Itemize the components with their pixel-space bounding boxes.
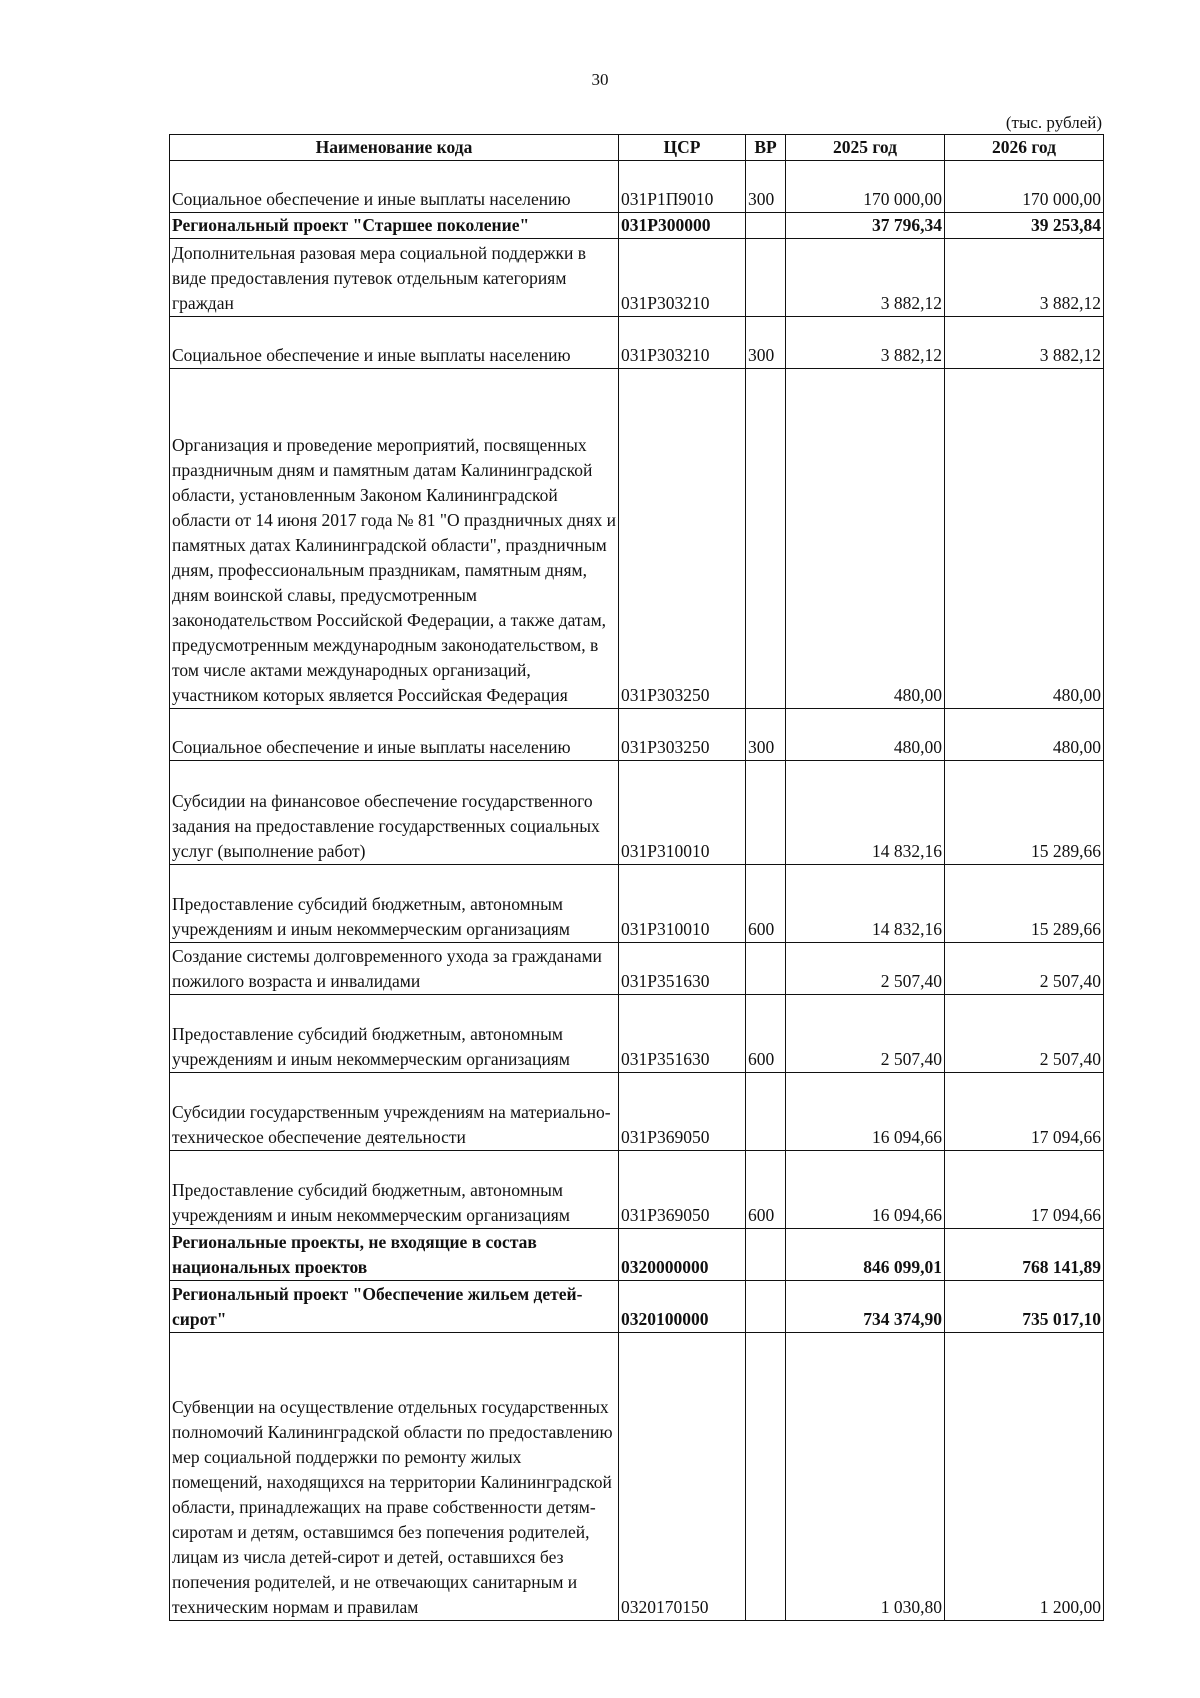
row-csr-cell: 031Р303210 [619,317,746,369]
row-csr-cell: 031Р303210 [619,239,746,317]
row-2026-cell: 15 289,66 [945,865,1104,943]
row-2026-cell: 170 000,00 [945,161,1104,213]
row-csr-cell: 031Р351630 [619,943,746,995]
row-vr-cell: 600 [746,1151,786,1229]
row-2026-cell: 768 141,89 [945,1229,1104,1281]
row-2025-cell: 14 832,16 [786,865,945,943]
units-label: (тыс. рублей) [1005,113,1102,132]
row-vr-cell [746,1073,786,1151]
row-csr-cell: 031Р303250 [619,369,746,709]
row-2026-cell: 3 882,12 [945,239,1104,317]
row-2026-cell: 735 017,10 [945,1281,1104,1333]
row-vr-cell: 300 [746,161,786,213]
row-2025-cell: 16 094,66 [786,1073,945,1151]
budget-table [169,134,1104,1621]
table-row [170,1333,1104,1621]
row-csr-cell: 0320100000 [619,1281,746,1333]
row-csr-cell: 0320000000 [619,1229,746,1281]
row-vr-cell [746,761,786,865]
table-header-row [170,135,1104,161]
table-row [170,317,1104,369]
row-2026-cell: 3 882,12 [945,317,1104,369]
row-name-cell: Социальное обеспечение и иные выплаты населению [170,161,619,213]
row-vr-cell [746,1333,786,1621]
table-row [170,213,1104,239]
table-row [170,1073,1104,1151]
row-2025-cell: 170 000,00 [786,161,945,213]
table-row [170,943,1104,995]
table-row [170,709,1104,761]
row-2026-cell: 15 289,66 [945,761,1104,865]
row-2025-cell: 2 507,40 [786,995,945,1073]
row-2025-cell: 14 832,16 [786,761,945,865]
row-csr-cell: 031Р310010 [619,865,746,943]
header-name: Наименование кода [170,135,619,161]
row-2026-cell: 480,00 [945,369,1104,709]
row-vr-cell [746,369,786,709]
row-csr-cell: 031Р369050 [619,1151,746,1229]
table-row [170,865,1104,943]
table-row [170,1151,1104,1229]
table-row [170,761,1104,865]
row-2026-cell: 1 200,00 [945,1333,1104,1621]
row-2025-cell: 3 882,12 [786,239,945,317]
row-csr-cell: 031Р300000 [619,213,746,239]
row-name-cell: Дополнительная разовая мера социальной поддержки в виде предоставления путевок отдельным категориям граждан [170,239,619,317]
row-2026-cell: 17 094,66 [945,1151,1104,1229]
table-row [170,161,1104,213]
row-name-cell: Создание системы долговременного ухода за гражданами пожилого возраста и инвалидами [170,943,619,995]
row-vr-cell: 600 [746,865,786,943]
row-name-cell: Субсидии на финансовое обеспечение государственного задания на предоставление государственных социальных услуг (выполнение работ) [170,761,619,865]
row-name-cell: Субвенции на осуществление отдельных государственных полномочий Калининградской области по предоставлению мер социальной поддержки по ремонту жилых помещений, находящихся на территории Калининградской области, принадлежащих на праве собственности детям-сиротам и детям, оставшимся без попечения родителей, лицам из числа детей-сирот и детей, оставшихся без попечения родителей, и не отвечающих санитарным и техническим нормам и правилам [170,1333,619,1621]
row-name-cell: Социальное обеспечение и иные выплаты населению [170,317,619,369]
row-name-cell: Предоставление субсидий бюджетным, автономным учреждениям и иным некоммерческим организациям [170,1151,619,1229]
row-vr-cell: 300 [746,709,786,761]
row-vr-cell [746,213,786,239]
row-2025-cell: 16 094,66 [786,1151,945,1229]
row-vr-cell [746,239,786,317]
row-csr-cell: 031Р310010 [619,761,746,865]
header-vr: ВР [746,135,786,161]
header-2025: 2025 год [786,135,945,161]
row-vr-cell [746,1229,786,1281]
row-2026-cell: 480,00 [945,709,1104,761]
row-2026-cell: 2 507,40 [945,995,1104,1073]
row-name-cell: Предоставление субсидий бюджетным, автономным учреждениям и иным некоммерческим организациям [170,995,619,1073]
header-csr: ЦСР [619,135,746,161]
row-csr-cell: 031Р369050 [619,1073,746,1151]
row-2025-cell: 37 796,34 [786,213,945,239]
row-2026-cell: 39 253,84 [945,213,1104,239]
row-2025-cell: 1 030,80 [786,1333,945,1621]
table-row [170,995,1104,1073]
table-row [170,239,1104,317]
row-name-cell: Предоставление субсидий бюджетным, автономным учреждениям и иным некоммерческим организациям [170,865,619,943]
row-name-cell: Организация и проведение мероприятий, посвященных праздничным дням и памятным датам Калининградской области, установленным Законом Калининградской области от 14 июня 2017 года № 81 "О праздничных днях и памятных датах Калининградской области", праздничным дням, профессиональным праздникам, памятным дням, дням воинской славы, предусмотренным законодательством Российской Федерации, а также датам, предусмотренным международным законодательством, в том числе актами международных организаций, участником которых является Российская Федерация [170,369,619,709]
table-row [170,1281,1104,1333]
row-2025-cell: 2 507,40 [786,943,945,995]
row-2025-cell: 846 099,01 [786,1229,945,1281]
row-name-cell: Социальное обеспечение и иные выплаты населению [170,709,619,761]
row-name-cell: Региональный проект "Старшее поколение" [170,213,619,239]
row-csr-cell: 0320170150 [619,1333,746,1621]
row-vr-cell [746,943,786,995]
row-name-cell: Региональные проекты, не входящие в состав национальных проектов [170,1229,619,1281]
page-number: 30 [591,70,609,89]
row-csr-cell: 031Р303250 [619,709,746,761]
row-vr-cell: 300 [746,317,786,369]
row-csr-cell: 031Р351630 [619,995,746,1073]
row-name-cell: Субсидии государственным учреждениям на материально-техническое обеспечение деятельности [170,1073,619,1151]
table-body [170,161,1104,1621]
row-vr-cell: 600 [746,995,786,1073]
row-vr-cell [746,1281,786,1333]
table-row [170,1229,1104,1281]
table-row [170,369,1104,709]
row-2025-cell: 480,00 [786,709,945,761]
row-csr-cell: 031Р1П9010 [619,161,746,213]
row-2025-cell: 480,00 [786,369,945,709]
row-2025-cell: 734 374,90 [786,1281,945,1333]
row-2025-cell: 3 882,12 [786,317,945,369]
row-name-cell: Региональный проект "Обеспечение жильем детей-сирот" [170,1281,619,1333]
row-2026-cell: 2 507,40 [945,943,1104,995]
header-2026: 2026 год [945,135,1104,161]
row-2026-cell: 17 094,66 [945,1073,1104,1151]
